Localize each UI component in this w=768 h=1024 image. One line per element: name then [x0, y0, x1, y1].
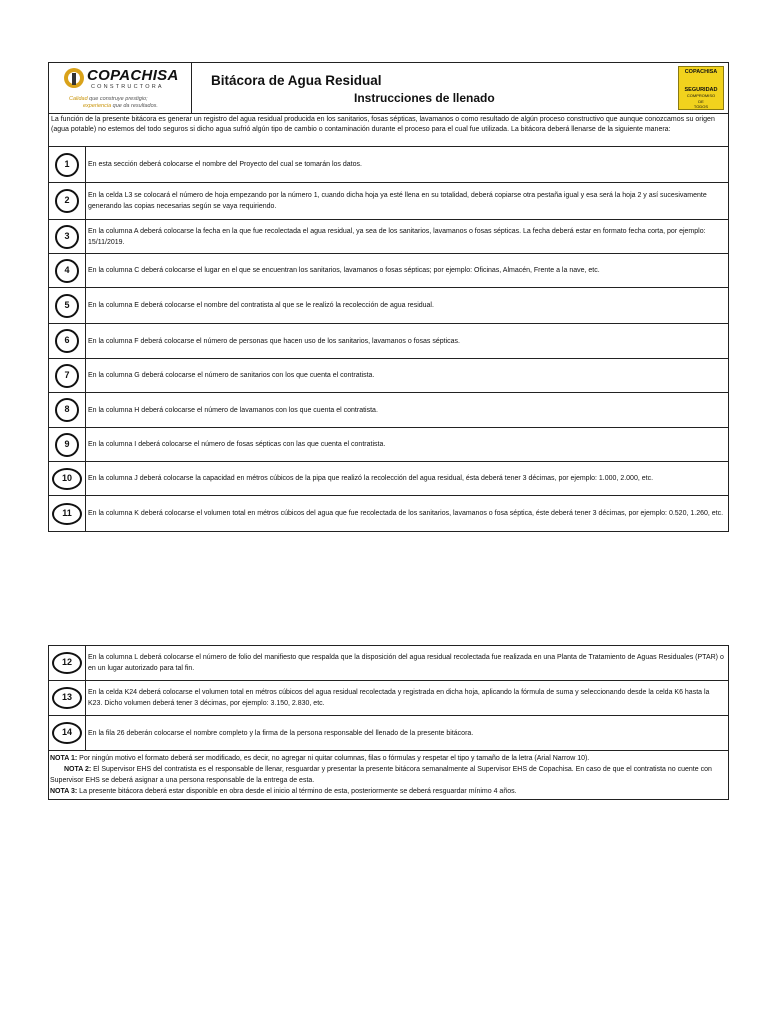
step-row — [49, 288, 729, 324]
note-1-label: NOTA 1: — [50, 755, 78, 762]
note-3-label: NOTA 3: — [50, 788, 78, 795]
step-text: En la celda K24 deberá colocarse el volumen total en métros cúbicos del agua residual recolectada y registrada en dicha hoja, aplicando la fórmula de suma y seleccionando desde la celda K6 hasta la K23. Dicho volumen deberá tener 3 décimas, por ejemplo: 3.150, 2.830, etc. — [86, 681, 729, 716]
step-number: 12 — [52, 652, 82, 674]
step-row — [49, 462, 729, 496]
step-text: En esta sección deberá colocarse el nombre del Proyecto del cual se tomarán los datos. — [86, 147, 729, 183]
badge-line1: SEGURIDAD — [684, 86, 718, 93]
step-text: En la columna A deberá colocarse la fecha en la que fue recolectada el agua residual, ya sea de los sanitarios, lavamanos o fosas sépticas. La fecha deberá estar en formato fecha corta, por ejemplo: 15/11/2019. — [86, 220, 729, 254]
step-text: En la columna E deberá colocarse el nombre del contratista al que se le realizó la recolección de agua residual. — [86, 288, 729, 324]
safety-badge — [678, 66, 724, 110]
step-number: 9 — [55, 433, 79, 457]
note-2-label: NOTA 2: — [64, 766, 92, 773]
slogan-word-calidad: Calidad — [69, 96, 88, 102]
slogan-line2: que da resultados. — [111, 102, 158, 109]
intro-text: La función de la presente bitácora es generar un registro del agua residual producida en los sanitarios, fosas sépticas, lavamanos o como resultado de algún proceso constructivo que aunque conozcamos su origen (agua potable) no estemos del todo seguros si dicho agua sufrió algún tipo de cambio o contaminación durante el proceso para el cual fue utilizada. La bitácora deberá llenarse de la siguiente manera: — [48, 113, 729, 146]
notes — [48, 751, 729, 800]
step-row — [49, 681, 729, 716]
step-number: 6 — [55, 329, 79, 353]
note-1 — [50, 753, 726, 764]
badge-brand: COPACHISA — [684, 69, 718, 75]
instructions-sheet-page2 — [48, 645, 729, 800]
logo-sub: CONSTRUCTORA — [91, 84, 164, 90]
steps-table — [48, 146, 729, 532]
note-3 — [50, 786, 726, 797]
header — [48, 62, 729, 113]
step-text: En la columna L deberá colocarse el número de folio del manifiesto que respalda que la disposición del agua residual recolectada fue realizada en una Planta de Tratamiento de Aguas Residuales (PTAR) o en un lugar autorizado para tal fin. — [86, 646, 729, 681]
note-1-text: Por ningún motivo el formato deberá ser modificado, es decir, no agregar ni quitar columnas, filas o fórmulas y respetar el tipo y tamaño de la letra (Arial Narrow 10). — [77, 755, 590, 762]
badge-line3: DE — [698, 98, 704, 104]
step-row — [49, 646, 729, 681]
step-row — [49, 359, 729, 393]
step-row — [49, 254, 729, 288]
step-text: En la columna F deberá colocarse el número de personas que hacen uso de los sanitarios, lavamanos o fosas sépticas. — [86, 324, 729, 359]
note-2-text: El Supervisor EHS del contratista es el responsable de llenar, resguardar y presentar la presente bitácora semanalmente al Supervisor EHS de Copachisa. En caso de que el contratista no cuente con Supervisor EHS se deberá asignar a una persona responsable de la entrega de esta. — [50, 766, 712, 784]
note-3-text: La presente bitácora deberá estar disponible en obra desde el inicio al término de esta, posteriormente se deberá resguardar mínimo 4 años. — [77, 788, 517, 795]
step-number: 4 — [55, 259, 79, 283]
step-number: 13 — [52, 687, 82, 709]
copachisa-logo-icon — [63, 67, 85, 89]
page-subtitle: Instrucciones de llenado — [354, 91, 495, 105]
logo-slogan — [69, 96, 158, 109]
step-row — [49, 324, 729, 359]
step-number: 8 — [55, 398, 79, 422]
note-2 — [50, 764, 726, 786]
step-number: 11 — [52, 503, 82, 525]
badge-line2: COMPROMISO — [686, 93, 716, 98]
step-row — [49, 147, 729, 183]
step-text: En la columna H deberá colocarse el número de lavamanos con los que cuenta el contratista. — [86, 393, 729, 428]
step-row — [49, 393, 729, 428]
slogan-line1: que construye prestigio; — [87, 96, 148, 102]
step-number: 14 — [52, 722, 82, 744]
step-number: 3 — [55, 225, 79, 249]
step-number: 10 — [52, 468, 82, 490]
step-text: En la fila 26 deberán colocarse el nombre completo y la firma de la persona responsable del llenado de la presente bitácora. — [86, 716, 729, 751]
step-number: 1 — [55, 153, 79, 177]
logo-brand: COPACHISA — [87, 67, 179, 84]
instructions-sheet-page1 — [48, 62, 729, 532]
step-row — [49, 183, 729, 220]
badge-line4: TODOS — [693, 104, 709, 109]
step-number: 5 — [55, 294, 79, 318]
step-row — [49, 220, 729, 254]
slogan-word-experiencia: experiencia — [83, 102, 112, 109]
step-row — [49, 428, 729, 462]
step-text: En la celda L3 se colocará el número de hoja empezando por la número 1, cuando dicha hoja ya esté llena en su totalidad, deberá copiarse otra pestaña igual y esa será la hoja 2 y así sucesivamente generando las copias necesarias según se vaya requiriendo. — [86, 183, 729, 220]
step-text: En la columna G deberá colocarse el número de sanitarios con los que cuenta el contratista. — [86, 359, 729, 393]
step-text: En la columna K deberá colocarse el volumen total en métros cúbicos del agua que fue recolectada de los sanitarios, lavamanos o fosa séptica, éste deberá tener 3 décimas, por ejemplo: 0.520, 1.260, etc. — [86, 496, 729, 532]
page-title: Bitácora de Agua Residual — [211, 73, 382, 88]
step-number: 7 — [55, 364, 79, 388]
step-row — [49, 496, 729, 532]
company-logo — [49, 63, 192, 113]
step-text: En la columna C deberá colocarse el lugar en el que se encuentran los sanitarios, lavamanos o fosas sépticas; por ejemplo: Oficinas, Almacén, Frente a la nave, etc. — [86, 254, 729, 288]
step-number: 2 — [55, 189, 79, 213]
step-text: En la columna J deberá colocarse la capacidad en métros cúbicos de la pipa que realizó la recolección del agua residual, ésta deberá tener 3 décimas, por ejemplo: 1.000, 2.000, etc. — [86, 462, 729, 496]
steps-table-2 — [48, 645, 729, 751]
step-text: En la columna I deberá colocarse el número de fosas sépticas con las que cuenta el contratista. — [86, 428, 729, 462]
step-row — [49, 716, 729, 751]
